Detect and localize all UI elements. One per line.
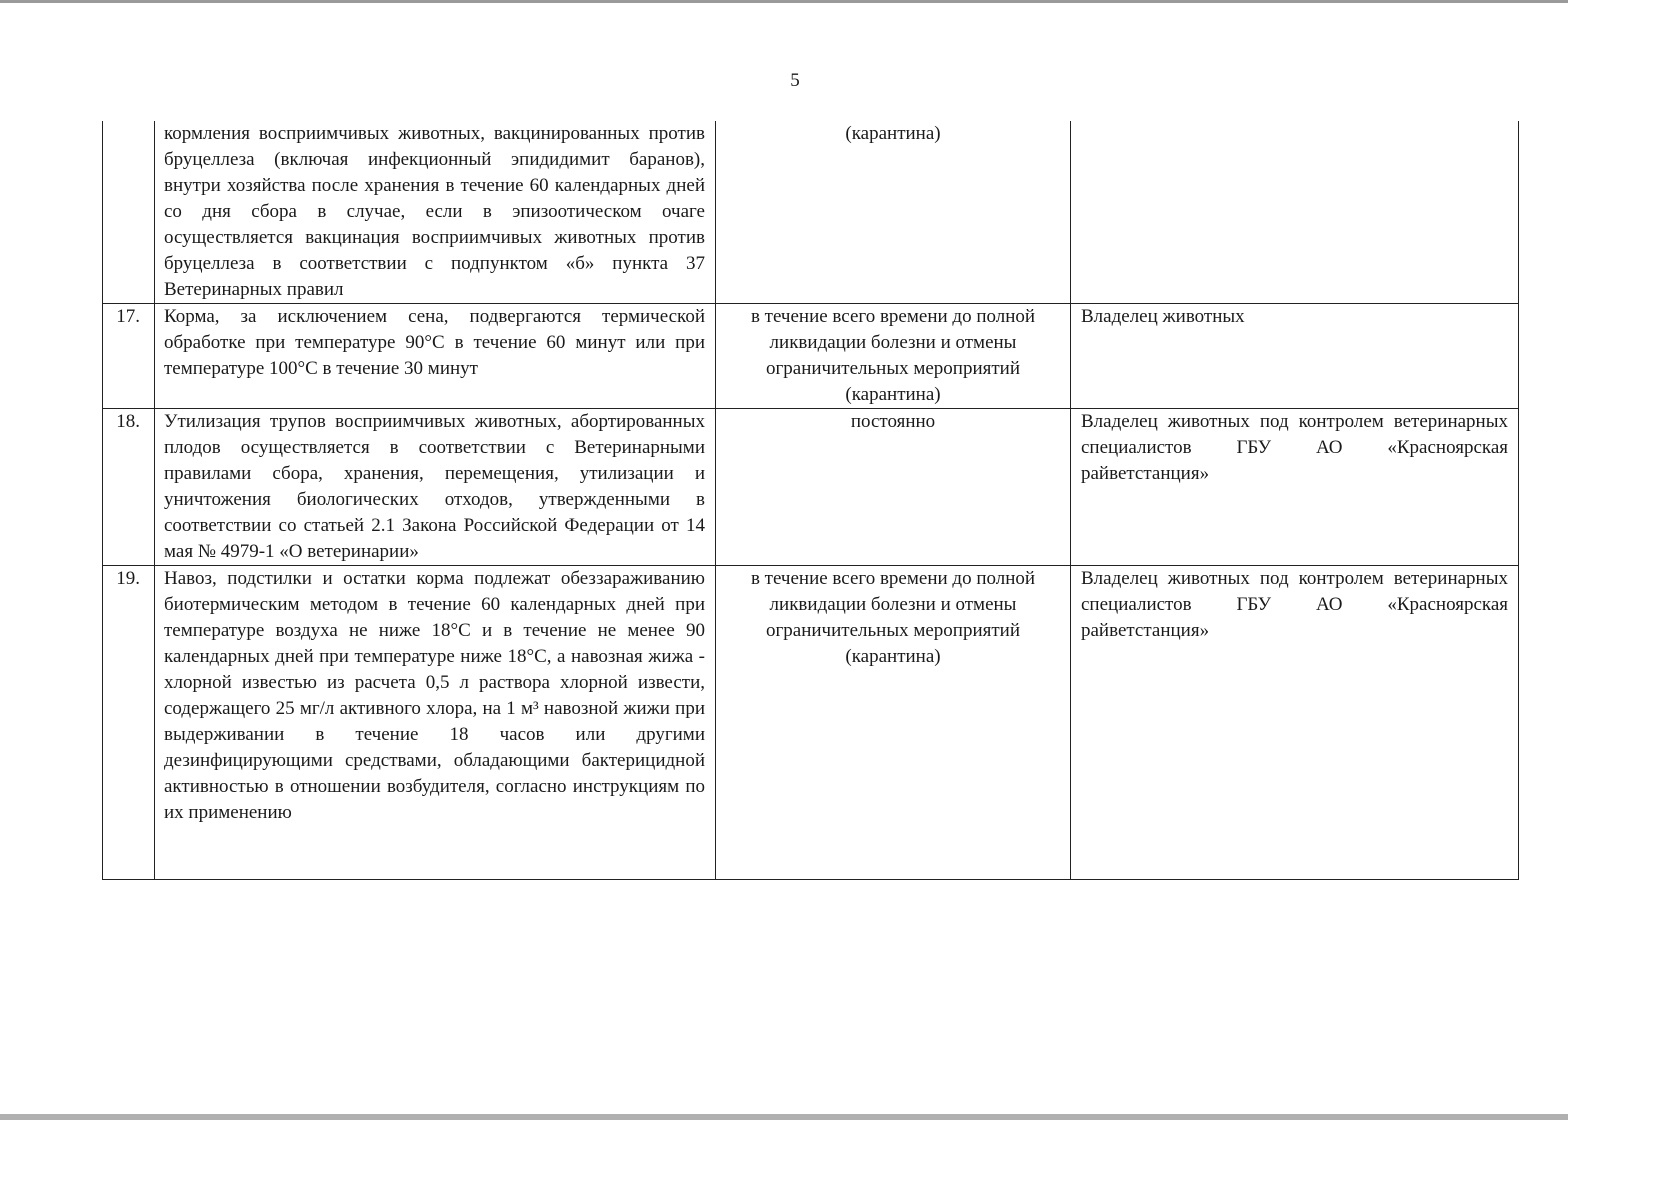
- scan-edge-top: [0, 0, 1568, 3]
- row-number: 19.: [103, 566, 155, 880]
- scan-edge-bottom: [0, 1114, 1568, 1120]
- measures-table: [102, 121, 1519, 880]
- responsible-text: [1071, 121, 1519, 304]
- measure-text: Корма, за исключением сена, подвергаются термической обработке при температуре 90°С в течение 60 минут или при температуре 100°С в течение 30 минут: [155, 304, 716, 409]
- term-text: (карантина): [716, 121, 1071, 304]
- table-row: [103, 409, 1519, 566]
- responsible-text: Владелец животных: [1071, 304, 1519, 409]
- measure-text: Навоз, подстилки и остатки корма подлежат обеззараживанию биотермическим методом в течение 60 календарных дней при температуре воздуха не ниже 18°С и в течение не менее 90 календарных дней при температуре ниже 18°С, а навозная жижа - хлорной известью из расчета 0,5 л раствора хлорной извести, содержащего 25 мг/л активного хлора, на 1 м³ навозной жижи при выдерживании в течение 18 часов или другими дезинфицирующими средствами, обладающими бактерицидной активностью в отношении возбудителя, согласно инструкциям по их применению: [155, 566, 716, 880]
- responsible-text: Владелец животных под контролем ветеринарных специалистов ГБУ АО «Красноярская райветстанция»: [1071, 566, 1519, 880]
- row-number: 18.: [103, 409, 155, 566]
- term-text: постоянно: [716, 409, 1071, 566]
- table-row: [103, 304, 1519, 409]
- page-number: 5: [790, 70, 800, 91]
- table-row: [103, 121, 1519, 304]
- responsible-text: Владелец животных под контролем ветеринарных специалистов ГБУ АО «Красноярская райветстанция»: [1071, 409, 1519, 566]
- term-text: в течение всего времени до полной ликвидации болезни и отмены ограничительных мероприятий (карантина): [716, 566, 1071, 880]
- measure-text: Утилизация трупов восприимчивых животных, абортированных плодов осуществляется в соответствии с Ветеринарными правилами сбора, хранения, перемещения, утилизации и уничтожения биологических отходов, утвержденными в соответствии со статьей 2.1 Закона Российской Федерации от 14 мая № 4979-1 «О ветеринарии»: [155, 409, 716, 566]
- table-row: [103, 566, 1519, 880]
- measure-text: кормления восприимчивых животных, вакцинированных против бруцеллеза (включая инфекционный эпидидимит баранов), внутри хозяйства после хранения в течение 60 календарных дней со дня сбора в случае, если в эпизоотическом очаге осуществляется вакцинация восприимчивых животных против бруцеллеза в соответствии с подпунктом «б» пункта 37 Ветеринарных правил: [155, 121, 716, 304]
- row-number: [103, 121, 155, 304]
- term-text: в течение всего времени до полной ликвидации болезни и отмены ограничительных мероприятий (карантина): [716, 304, 1071, 409]
- row-number: 17.: [103, 304, 155, 409]
